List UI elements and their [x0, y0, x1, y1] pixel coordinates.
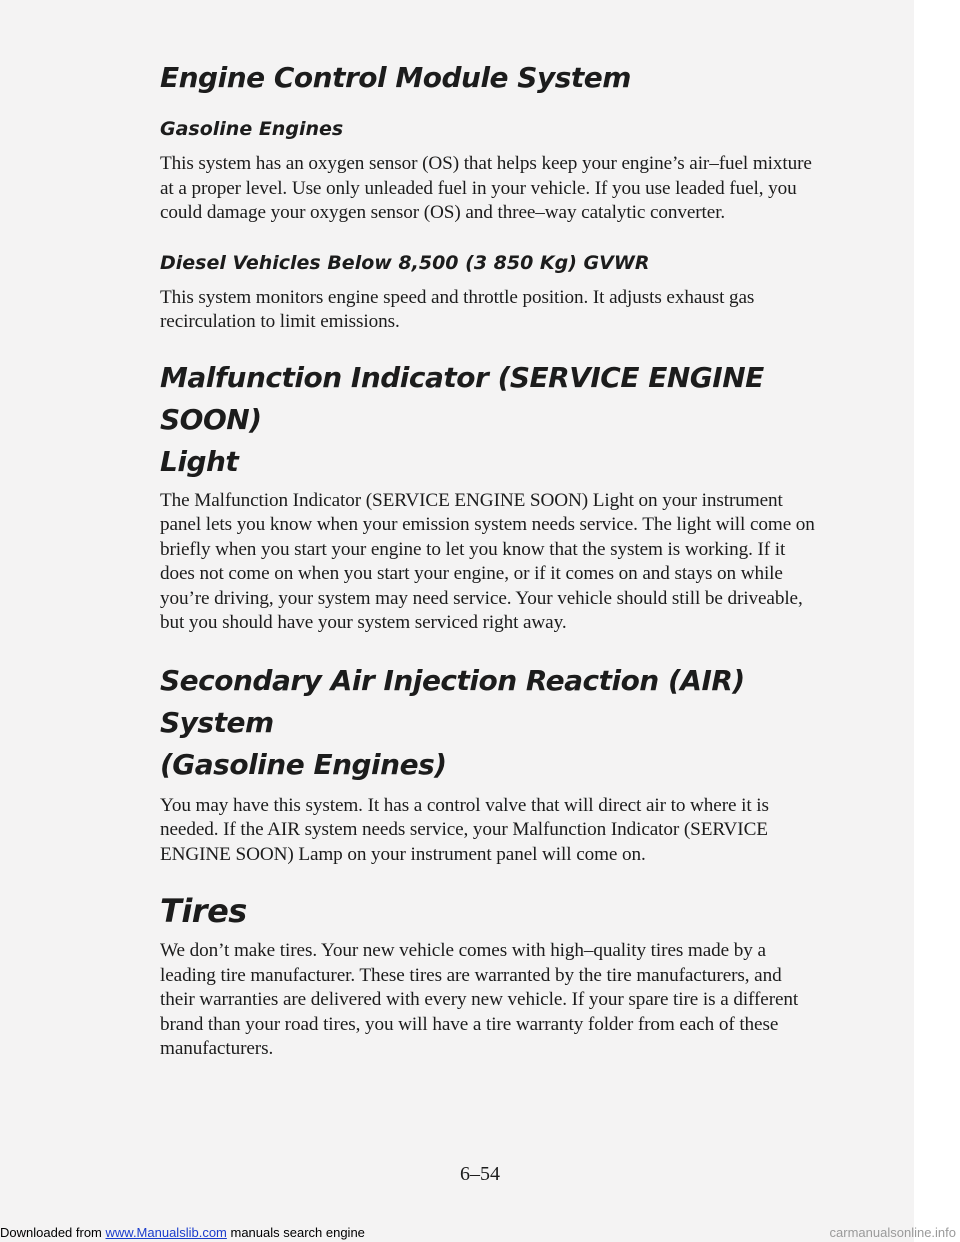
- gasoline-subtitle: Gasoline Engines: [160, 118, 344, 140]
- footer-prefix: Downloaded from: [0, 1225, 106, 1240]
- air-paragraph: You may have this system. It has a control valve that will direct air to where it is needed. If the AIR system needs service, your Malfunction Indicator (SERVICE ENGINE SOON) Lamp on your instrument panel will come on.: [160, 794, 769, 865]
- tires-paragraph: We don’t make tires. Your new vehicle comes with high–quality tires made by a leading tire manufacturer. These tires are warranted by the tire manufacturers, and their warranties are delivered with every new vehicle. If your spare tire is a different brand than your road tires, you will have a tire warranty folder from each of these manufacturers.: [160, 940, 799, 1059]
- diesel-paragraph: This system monitors engine speed and throttle position. It adjusts exhaust gas recirculation to limit emissions.: [160, 286, 755, 332]
- air-title-line2: (Gasoline Engines): [160, 747, 447, 781]
- manualslib-link[interactable]: www.Manualslib.com: [105, 1225, 227, 1240]
- footer-suffix: manuals search engine: [226, 1225, 365, 1240]
- mil-title-line2: Light: [160, 444, 239, 478]
- mil-paragraph: The Malfunction Indicator (SERVICE ENGINE SOON) Light on your instrument panel lets you know when your emission system needs service. The light will come on briefly when you start your engine to let you know that the system is working. If it does not come on when you start your engine, or if it comes on and stays on while you’re driving, your system may need service. Your vehicle should still be driveable, but you should have your system serviced right away.: [160, 489, 815, 633]
- gasoline-paragraph: This system has an oxygen sensor (OS) that helps keep your engine’s air–fuel mixture at a proper level. Use only unleaded fuel in your vehicle. If you use leaded fuel, you could damage your oxygen sensor (OS) and three–way catalytic converter.: [160, 153, 812, 223]
- mil-section-title: [160, 357, 820, 483]
- mil-title-line1: Malfunction Indicator (SERVICE ENGINE SOON): [160, 360, 764, 436]
- page-content: [160, 60, 820, 1062]
- download-footer: [0, 1224, 960, 1242]
- air-title-line1: Secondary Air Injection Reaction (AIR) System: [160, 663, 745, 739]
- diesel-subtitle: Diesel Vehicles Below 8,500 (3 850 Kg) GVWR: [160, 251, 650, 274]
- air-section-title: [160, 660, 820, 786]
- tires-section-title: Tires: [160, 892, 247, 930]
- page-number: 6–54: [460, 1163, 500, 1185]
- ecm-section-title: Engine Control Module System: [160, 61, 631, 94]
- watermark-text: carmanualsonline.info: [829, 1225, 956, 1240]
